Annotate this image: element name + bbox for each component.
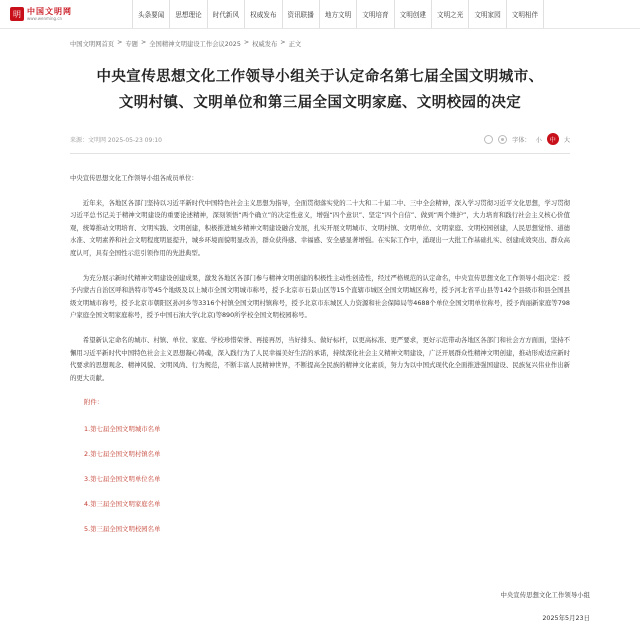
site-logo[interactable]	[10, 7, 132, 21]
nav-item[interactable]: 地方文明	[320, 0, 357, 28]
breadcrumb-separator: >	[140, 39, 147, 46]
nav-item[interactable]: 文明家园	[469, 0, 506, 28]
title-line-1: 中央宣传思想文化工作领导小组关于认定命名第七届全国文明城市、	[96, 69, 544, 85]
breadcrumb-separator: >	[117, 39, 123, 46]
nav-menu	[132, 0, 544, 28]
logo-url: www.wenming.cn	[27, 15, 63, 21]
font-size-icon	[498, 135, 507, 144]
nav-item[interactable]: 文明之光	[432, 0, 469, 28]
nav-item[interactable]: 思想理论	[170, 0, 207, 28]
font-size-label: 字体：	[512, 136, 531, 144]
breadcrumb-release[interactable]: 权威发布	[252, 41, 278, 48]
font-size-small-button[interactable]: 小	[535, 136, 542, 144]
breadcrumb-home[interactable]: 中国文明网首页	[70, 41, 115, 48]
breadcrumb-topic[interactable]: 专题	[125, 41, 138, 48]
issue-date: 2025年5月23日	[542, 614, 590, 622]
nav-item[interactable]: 时代新风	[208, 0, 245, 28]
article-body	[70, 172, 570, 548]
source-date: 来源：文明网 2025-05-23 09:10	[70, 136, 162, 144]
breadcrumb-current: 正文	[288, 41, 302, 48]
share-icon[interactable]	[484, 135, 493, 144]
nav-item[interactable]: 权威发布	[245, 0, 282, 28]
article-meta	[70, 132, 570, 146]
paragraph: 近年来，各地区各部门坚持以习近平新时代中国特色社会主义思想为指导，全面贯彻落实党的二十大和二十届二中、三中全会精神，深入学习贯彻习近平文化思想，学习贯彻习近平总书记关于精神文明建设的重要论述精神，深刻领悟“两个确立”的决定性意义，增强“四个意识”、坚定“四个自信”、做到“两个维护”，大力培育和践行社会主义核心价值观，统筹推动文明培育、文明实践、文明创建，积极推进城乡精神文明建设融合发展，扎实开展文明城市、文明村镇、文明单位、文明家庭、文明校园创建，人民思想觉悟、道德水准、文明素养和社会文明程度明显提升，城乡环境面貌明显改善，群众获得感、幸福感、安全感显著增强。在实际工作中，涌现出一大批工作基础扎实、创建成效突出、群众高度认可，具有全国性示范引领作用的先进典型。	[70, 198, 570, 257]
logo-text: 中国文明网	[27, 6, 72, 16]
paragraph: 为充分展示新时代精神文明建设创建成果，激发各地区各部门参与精神文明创建的积极性主动性创造性，经过严格规范的认定命名，中央宣传思想文化工作领导小组决定：授予内蒙古自治区呼和浩特市等45个地级及以上城市全国文明城市称号，授予北京市石景山区等15个直辖市城区全国文明城区称号，授予河北省平山县等142个县级市和县全国县级文明城市称号，授予北京市朝阳区孙河乡等3316个村镇全国文明村镇称号，授予北京市东城区人力资源和社会保障局等4688个单位全国文明单位称号，授予尚丽新家庭等798户家庭全国文明家庭称号，授予中国石油大学(北京)等890所学校全国文明校园称号。	[70, 273, 570, 320]
breadcrumb-conference[interactable]: 全国精神文明建设工作会议2025	[149, 41, 241, 48]
signature: 中央宣传思想文化工作领导小组	[500, 591, 590, 599]
attachment-link[interactable]: 4.第三届全国文明家庭名单	[84, 500, 161, 509]
breadcrumb-separator: >	[243, 39, 250, 46]
top-navigation-bar	[0, 0, 640, 29]
attachment-link[interactable]: 2.第七届全国文明村镇名单	[84, 450, 161, 458]
font-size-medium-button[interactable]: 中	[547, 133, 559, 145]
title-line-2: 文明村镇、文明单位和第三届全国文明家庭、文明校园的决定	[118, 95, 522, 111]
logo-mark-icon: 明	[10, 7, 24, 21]
nav-item[interactable]: 文明相伴	[507, 0, 544, 28]
nav-item[interactable]: 文明培育	[357, 0, 394, 28]
attachment-link[interactable]: 1.第七届全国文明城市名单	[84, 424, 161, 433]
breadcrumb-separator: >	[280, 39, 286, 46]
paragraph: 希望新认定命名的城市、村镇、单位、家庭、学校珍惜荣誉、再接再厉，当好排头、做好标杆，以更高标准、更严要求，更好示范带动各地区各部门和社会方方面面，坚持不懈用习近平新时代中国特色社会主义思想凝心铸魂，深入践行为了人民幸福美好生活的承诺，持续深化社会主义精神文明建设，广泛开展群众性精神文明创建，推动形成适应新时代要求的思想观念、精神风貌、文明风尚、行为规范，不断丰富人民精神世界，不断提高全民族的精神文化素质，努力为以中国式现代化全面推进强国建设、民族复兴伟业作出新的更大贡献。	[70, 335, 570, 382]
page-title	[0, 64, 640, 116]
nav-item[interactable]: 头条要闻	[132, 0, 170, 28]
font-size-large-button[interactable]: 大	[563, 136, 570, 144]
nav-item[interactable]: 资讯联播	[283, 0, 320, 28]
attachment-link[interactable]: 5.第三届全国文明校园名单	[84, 525, 161, 534]
attachment-link[interactable]: 3.第七届全国文明单位名单	[84, 475, 161, 484]
divider	[70, 153, 570, 154]
addressee: 中央宣传思想文化工作领导小组各成员单位：	[70, 174, 198, 182]
breadcrumb	[70, 39, 301, 48]
attachments-title: 附件：	[84, 398, 104, 407]
nav-item[interactable]: 文明创建	[395, 0, 432, 28]
